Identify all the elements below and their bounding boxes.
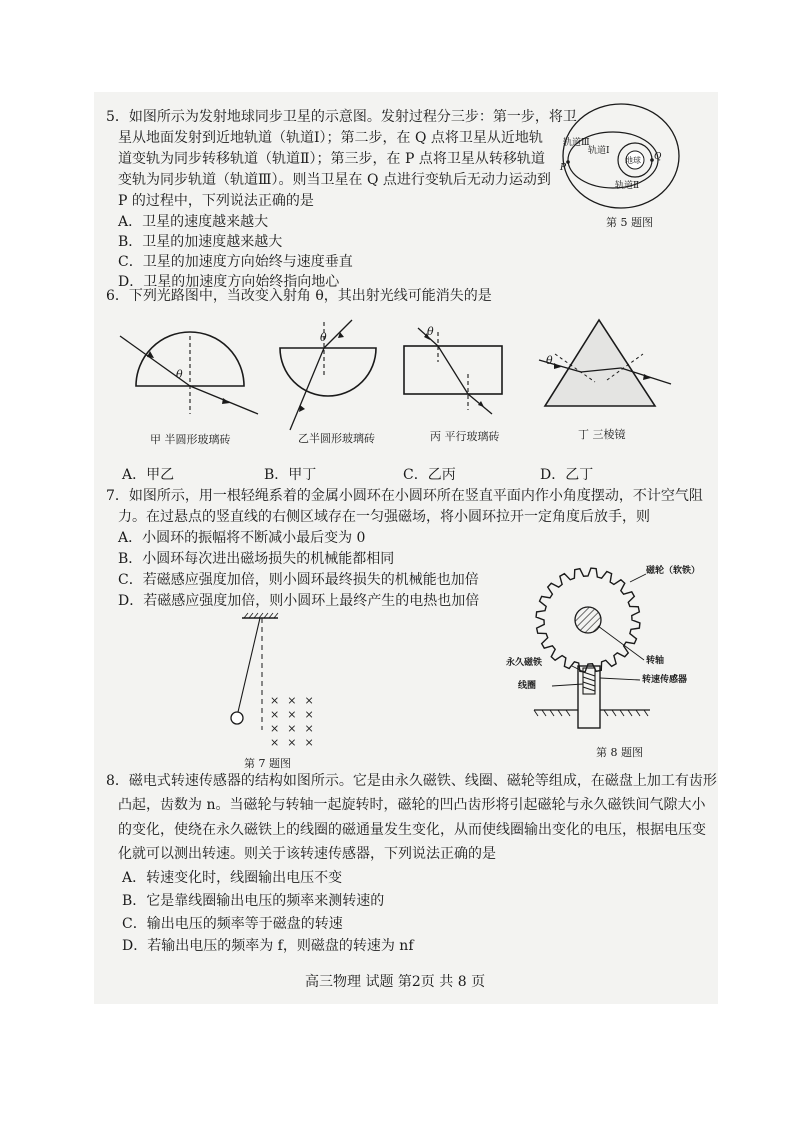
axle-label: 转轴 xyxy=(646,656,665,666)
q5-line: P 的过程中，下列说法正确的是 xyxy=(118,193,314,209)
orbit-2-label: 轨道Ⅱ xyxy=(615,181,640,191)
q6-caption-ding: 丁 三棱镜 xyxy=(578,428,626,441)
q5-line: 5．如图所示为发射地球同步卫星的示意图。发射过程分三步：第一步，将卫 xyxy=(106,109,577,125)
metal-ring-icon xyxy=(231,712,243,724)
sensor-pointer xyxy=(600,678,640,680)
q7-option-d: D．若磁感应强度加倍，则小圆环上最终产生的电热也加倍 xyxy=(118,593,480,609)
q6-bing-theta: θ xyxy=(427,325,434,338)
q6-option-c: C．乙丙 xyxy=(403,467,456,483)
q6-option-a: A．甲乙 xyxy=(122,467,175,483)
magnet-label: 永久磁铁 xyxy=(506,658,543,668)
q8-line: 8．磁电式转速传感器的结构如图所示。它是由永久磁铁、线圈、磁轮等组成，在磁盘上加工有齿形 xyxy=(106,773,717,789)
q7-option-b: B．小圆环每次进出磁场损失的机械能都相同 xyxy=(118,551,395,567)
q8-option-a: A．转速变化时，线圈输出电压不变 xyxy=(122,870,343,886)
page-footer: 高三物理 试题 第2页 共 8 页 xyxy=(305,974,486,990)
q6-stem: 6．下列光路图中，当改变入射角 θ，其出射光线可能消失的是 xyxy=(106,288,492,304)
q6-option-d: D．乙丁 xyxy=(540,467,594,483)
q6-figure-yi xyxy=(272,318,402,438)
q7-line: 7．如图所示，用一根轻绳系着的金属小圆环在小圆环所在竖直平面内作小角度摆动，不计空气阻 xyxy=(106,488,703,504)
q6-figure-ding xyxy=(535,316,675,416)
q8-option-d: D．若输出电压的频率为 f，则磁盘的转速为 nf xyxy=(122,938,414,954)
q5-line: 道变轨为同步转移轨道（轨道Ⅱ）；第三步，在 P 点将卫星从转移轨道 xyxy=(118,151,545,167)
q8-line: 凸起，齿数为 n。当磁轮与转轴一起旋转时，磁轮的凹凸齿形将引起磁轮与永久磁铁间气隙大小 xyxy=(118,797,706,813)
q8-sensor-diagram xyxy=(530,560,710,750)
magnetic-field-row: ××× xyxy=(270,694,322,707)
point-p-dot xyxy=(566,160,570,164)
q6-figure-jia xyxy=(110,322,260,422)
q5-option-c: C．卫星的加速度方向始终与速度垂直 xyxy=(118,254,353,270)
q6-yi-theta: θ xyxy=(320,331,327,344)
magnetic-field-row: ××× xyxy=(270,722,322,735)
point-p-label: P xyxy=(560,163,567,173)
q5-caption: 第 5 题图 xyxy=(606,216,653,229)
q6-figure-bing xyxy=(400,318,510,418)
q8-line: 的变化，使绕在永久磁铁上的线圈的磁通量发生变化，从而使线圈输出变化的电压，根据电压变 xyxy=(118,822,706,838)
q8-option-c: C．输出电压的频率等于磁盘的转速 xyxy=(122,916,343,932)
earth-label: 地球 xyxy=(625,156,641,165)
q8-line: 化就可以测出转速。则关于该转速传感器，下列说法正确的是 xyxy=(118,846,496,862)
sensor-label: 转速传感器 xyxy=(642,675,688,685)
q8-caption: 第 8 题图 xyxy=(596,746,643,759)
q6-caption-bing: 丙 平行玻璃砖 xyxy=(430,430,500,443)
coil-label: 线圈 xyxy=(518,681,537,691)
q5-line: 星从地面发射到近地轨道（轨道Ⅰ）；第二步，在 Q 点将卫星从近地轨 xyxy=(118,130,543,146)
magnetic-field-row: ××× xyxy=(270,708,322,721)
q7-line: 力。在过悬点的竖直线的右侧区域存在一匀强磁场，将小圆环拉开一定角度后放手，则 xyxy=(118,509,650,525)
orbit-3-label: 轨道Ⅲ xyxy=(563,138,590,148)
q7-caption: 第 7 题图 xyxy=(244,757,291,770)
q6-jia-theta: θ xyxy=(176,368,183,381)
q5-option-b: B．卫星的加速度越来越大 xyxy=(118,234,283,250)
q5-option-d: D．卫星的加速度方向始终指向地心 xyxy=(118,274,340,290)
q6-option-b: B．甲丁 xyxy=(264,467,317,483)
q7-option-a: A．小圆环的振幅将不断减小最后变为 0 xyxy=(118,530,366,546)
q7-option-c: C．若磁感应强度加倍，则小圆环最终损失的机械能也加倍 xyxy=(118,572,479,588)
wheel-pointer xyxy=(630,574,646,582)
q5-option-a: A．卫星的速度越来越大 xyxy=(118,214,269,230)
orbit-1-label: 轨道Ⅰ xyxy=(588,146,610,156)
wheel-label: 磁轮（软铁） xyxy=(646,566,701,576)
magnetic-field-row: ××× xyxy=(270,736,322,749)
point-q-label: Q xyxy=(654,152,662,162)
q5-line: 变轨为同步轨道（轨道Ⅲ）。则当卫星在 Q 点进行变轨后无动力运动到 xyxy=(118,172,551,188)
q6-caption-jia: 甲 半圆形玻璃砖 xyxy=(150,433,231,446)
q6-caption-yi: 乙半圆形玻璃砖 xyxy=(298,432,375,445)
sensor-housing xyxy=(578,666,600,728)
axle-icon xyxy=(575,607,601,633)
q6-ding-theta: θ xyxy=(546,354,553,367)
q8-option-b: B．它是靠线圈输出电压的频率来测转速的 xyxy=(122,893,385,909)
orbit-3 xyxy=(563,104,679,208)
